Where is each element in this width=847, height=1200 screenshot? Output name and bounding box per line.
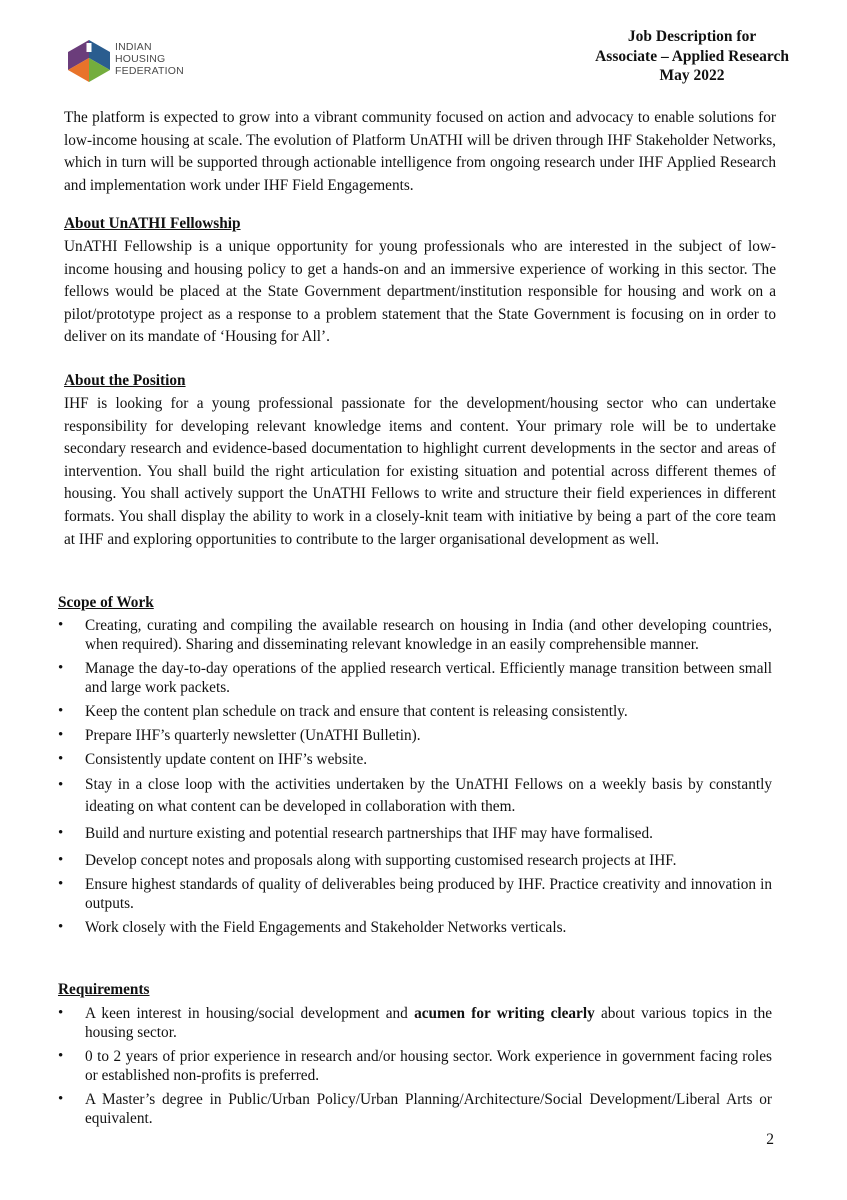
fellowship-body: UnATHI Fellowship is a unique opportunity for young professionals who are interested in the subject of low-income housing and housing policy to get a hands-on and an immersive experience of working in this sector. The fellows would be placed at the State Government department/institution responsible for housing and work on a pilot/prototype project as a response to a problem statement that the State Government is focusing on in order to deliver on its mandate of ‘Housing for All’.: [64, 238, 776, 346]
logo-line-2: HOUSING: [115, 53, 166, 65]
requirements-list: [58, 1004, 772, 1128]
list-item: • Creating, curating and compiling the available research on housing in India (and other developing countries, when required). Sharing and disseminating relevant knowledge in an easily comprehensible manner.: [58, 616, 772, 654]
ihf-logo: [66, 38, 206, 86]
intro-paragraph: The platform is expected to grow into a vibrant community focused on action and advocacy to enable solutions for low-income housing at scale. The evolution of Platform UnATHI will be driven through IHF Stakeholder Networks, which in turn will be supported through actionable intelligence from ongoing research under IHF Applied Research and implementation work under IHF Field Engagements.: [64, 109, 776, 194]
header-line-3: May 2022: [659, 67, 725, 84]
list-item: • Stay in a close loop with the activities undertaken by the UnATHI Fellows on a weekly basis by constantly ideating on what content can be developed in collaboration with them.: [58, 774, 772, 818]
document-header: [595, 27, 789, 86]
requirement-1-emphasis: acumen for writing clearly: [414, 1005, 595, 1022]
header-line-1: Job Description for: [627, 28, 757, 45]
list-item: • Build and nurture existing and potential research partnerships that IHF may have formalised.: [58, 824, 772, 843]
list-item: • Manage the day-to-day operations of the applied research vertical. Efficiently manage transition between small and large work packets.: [58, 659, 772, 697]
fellowship-heading: About UnATHI Fellowship: [64, 215, 241, 232]
requirements-heading: Requirements: [58, 981, 150, 998]
list-item: • Keep the content plan schedule on track and ensure that content is releasing consistently.: [58, 702, 772, 721]
list-item: • A Master’s degree in Public/Urban Policy/Urban Planning/Architecture/Social Development/Liberal Arts or equivalent.: [58, 1090, 772, 1128]
position-heading: About the Position: [64, 372, 186, 389]
logo-wordmark: [115, 41, 184, 77]
scope-list: [58, 616, 772, 937]
scope-heading: Scope of Work: [58, 594, 154, 611]
list-item: • Consistently update content on IHF’s website.: [58, 750, 772, 769]
page-number: 2: [766, 1131, 774, 1148]
requirement-1-text: A keen interest in housing/social development and: [85, 1005, 415, 1022]
position-body: IHF is looking for a young professional passionate for the development/housing sector who can undertake responsibility for developing relevant knowledge items and content. Your primary role will be to undertake secondary research and evidence-based documentation to highlight current developments in the sector and areas of intervention. You shall build the right articulation for existing situation and potential across different themes of housing. You shall actively support the UnATHI Fellows to write and structure their field experiences in different formats. You shall display the ability to work in a closely-knit team with initiative by being a part of the core team at IHF and exploring opportunities to contribute to the larger organisational development as well.: [64, 395, 776, 548]
list-item: • Ensure highest standards of quality of deliverables being produced by IHF. Practice creativity and innovation in outputs.: [58, 875, 772, 913]
list-item: • Develop concept notes and proposals along with supporting customised research projects at IHF.: [58, 851, 772, 870]
list-item: [58, 1004, 772, 1042]
list-item: • Work closely with the Field Engagements and Stakeholder Networks verticals.: [58, 918, 772, 937]
header-line-2: Associate – Applied Research: [595, 47, 789, 65]
logo-line-1: INDIAN: [115, 41, 152, 53]
logo-line-3: FEDERATION: [115, 65, 184, 77]
list-item: • 0 to 2 years of prior experience in research and/or housing sector. Work experience in government facing roles or established non-profits is preferred.: [58, 1047, 772, 1085]
ihf-logo-mark-icon: [66, 38, 112, 84]
list-item: • Prepare IHF’s quarterly newsletter (UnATHI Bulletin).: [58, 726, 772, 745]
requirement-1-text-end: about various topics in the housing sector.: [85, 1005, 773, 1041]
